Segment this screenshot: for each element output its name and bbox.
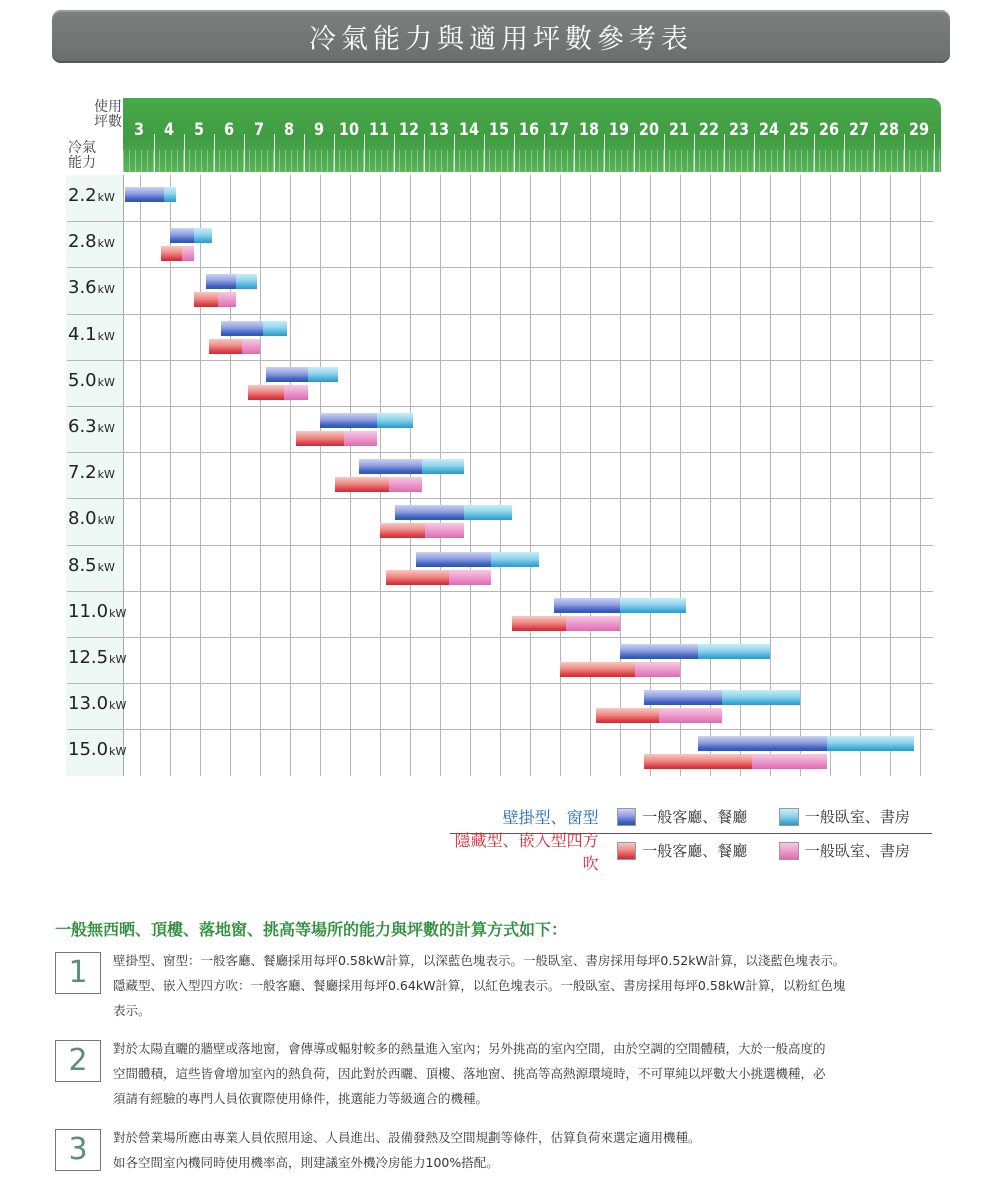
grid-vline	[260, 175, 261, 776]
bar-segment-living	[416, 552, 491, 567]
grid-vline	[890, 175, 891, 776]
bar-segment-bedroom	[491, 552, 539, 567]
ruler-major-tick	[724, 134, 725, 172]
bar-segment-bedroom	[635, 662, 680, 677]
bar-segment-bedroom	[263, 321, 287, 336]
bar-segment-living	[335, 477, 389, 492]
x-tick-label: 12	[398, 120, 420, 140]
chart-grid	[123, 175, 933, 776]
grid-hline	[67, 729, 933, 730]
bar-segment-living	[380, 523, 425, 538]
x-tick-label: 16	[518, 120, 540, 140]
bar-segment-bedroom	[389, 477, 422, 492]
ruler-major-tick	[154, 134, 155, 172]
bar-hidden-type	[560, 662, 680, 677]
grid-vline	[800, 175, 801, 776]
y-tick-label: 8.5kW	[68, 554, 115, 576]
bar-segment-living	[248, 385, 284, 400]
bar-hidden-type	[644, 754, 827, 769]
y-tick-label: 2.8kW	[68, 231, 115, 253]
grid-hline	[67, 267, 933, 268]
ruler-minor-ticks	[123, 150, 941, 172]
ruler-major-tick	[364, 134, 365, 172]
x-tick-label: 26	[818, 120, 840, 140]
y-tick-label: 7.2kW	[68, 462, 115, 484]
bar-segment-living	[512, 616, 566, 631]
note-text	[113, 1125, 943, 1175]
bar-segment-living	[596, 708, 659, 723]
bar-segment-bedroom	[464, 505, 512, 520]
x-tick-label: 4	[163, 120, 175, 140]
bar-hidden-type	[161, 246, 194, 261]
grid-vline	[320, 175, 321, 776]
grid-vline	[230, 175, 231, 776]
note-text	[113, 1036, 943, 1111]
x-tick-label: 7	[253, 120, 265, 140]
bar-segment-living	[266, 367, 308, 382]
grid-hline	[67, 406, 933, 407]
y-tick-label: 5.0kW	[68, 369, 115, 391]
ruler-major-tick	[514, 134, 515, 172]
grid-hline	[67, 452, 933, 453]
grid-hline	[67, 637, 933, 638]
ruler-major-tick	[844, 134, 845, 172]
bar-segment-living	[560, 662, 635, 677]
ruler-major-tick	[754, 134, 755, 172]
bar-segment-bedroom	[566, 616, 620, 631]
grid-vline	[170, 175, 171, 776]
grid-hline	[67, 498, 933, 499]
bar-wall-type	[416, 552, 539, 567]
y-tick-label: 2.2kW	[68, 185, 115, 206]
grid-vline	[530, 175, 531, 776]
ruler-major-tick	[664, 134, 665, 172]
grid-vline	[680, 175, 681, 776]
legend-group-hidden: 隱藏型、嵌入型四方吹	[454, 830, 599, 873]
bar-segment-living	[620, 644, 698, 659]
legend-label-living: 一般客廳、餐廳	[642, 808, 748, 826]
bar-segment-living	[644, 690, 722, 705]
y-tick-label: 12.5kW	[68, 647, 127, 668]
ruler-major-tick	[934, 134, 935, 172]
grid-vline	[620, 175, 621, 776]
bar-wall-type	[125, 187, 176, 202]
bar-wall-type	[320, 413, 413, 428]
x-axis-title	[86, 100, 122, 130]
legend-swatch-light-blue	[779, 808, 799, 826]
bar-segment-bedroom	[422, 459, 464, 474]
grid-vline	[140, 175, 141, 776]
bar-hidden-type	[335, 477, 422, 492]
ruler-major-tick	[334, 134, 335, 172]
y-tick-label: 4.1kW	[68, 323, 115, 345]
ruler-major-tick	[784, 134, 785, 172]
bar-wall-type	[644, 690, 800, 705]
x-axis-title-line: 坪數	[94, 114, 122, 130]
ruler-major-tick	[274, 134, 275, 172]
x-tick-label: 18	[578, 120, 600, 140]
bar-segment-bedroom	[827, 736, 914, 751]
bar-wall-type	[359, 459, 464, 474]
bar-segment-living	[386, 570, 449, 585]
bar-wall-type	[206, 274, 257, 289]
bar-hidden-type	[512, 616, 620, 631]
bar-wall-type	[266, 367, 338, 382]
legend-label-living: 一般客廳、餐廳	[642, 842, 748, 860]
note-text	[113, 948, 943, 1023]
legend-label-bedroom: 一般臥室、書房	[804, 808, 910, 826]
page-title: 冷氣能力與適用坪數參考表	[309, 24, 693, 55]
note-line: 如各空間室內機同時使用機率高，則建議室外機冷房能力100%搭配。	[113, 1155, 499, 1170]
bar-segment-living	[209, 339, 242, 354]
grid-vline	[590, 175, 591, 776]
bar-segment-bedroom	[425, 523, 464, 538]
bar-hidden-type	[296, 431, 377, 446]
note-line: 對於太陽直曬的牆壁或落地窗，會傳導或輻射較多的熱量進入室內；另外挑高的室內空間，由於空調的空間體積，大於一般高度的	[113, 1041, 826, 1056]
bar-hidden-type	[248, 385, 308, 400]
bar-hidden-type	[194, 292, 236, 307]
note-line: 須請有經驗的專門人員依實際使用條件，挑選能力等級適合的機種。	[113, 1091, 489, 1106]
legend-group-wall: 壁掛型、窗型	[502, 808, 599, 827]
x-tick-label: 19	[608, 120, 630, 140]
x-tick-label: 15	[488, 120, 510, 140]
y-axis-title	[68, 141, 108, 171]
grid-vline	[440, 175, 441, 776]
grid-vline	[740, 175, 741, 776]
grid-vline	[560, 175, 561, 776]
bar-segment-living	[320, 413, 377, 428]
bar-segment-bedroom	[344, 431, 377, 446]
grid-vline	[710, 175, 711, 776]
ruler-major-tick	[454, 134, 455, 172]
bar-segment-living	[359, 459, 422, 474]
x-tick-label: 5	[193, 120, 205, 140]
x-tick-label: 11	[368, 120, 390, 140]
bar-hidden-type	[209, 339, 260, 354]
note-line: 壁掛型、窗型：一般客廳、餐廳採用每坪0.58kW計算，以深藍色塊表示。一般臥室、書房採用每坪0.52kW計算，以淺藍色塊表示。	[113, 953, 846, 968]
bar-segment-bedroom	[236, 274, 257, 289]
x-tick-label: 3	[133, 120, 145, 140]
x-tick-label: 14	[458, 120, 480, 140]
ruler-major-tick	[814, 134, 815, 172]
x-tick-label: 17	[548, 120, 570, 140]
ruler-major-tick	[604, 134, 605, 172]
legend-swatch-red	[617, 842, 637, 860]
y-tick-label: 3.6kW	[68, 277, 115, 299]
ruler-major-tick	[874, 134, 875, 172]
legend-swatch-dark-blue	[617, 808, 637, 826]
bar-wall-type	[221, 321, 287, 336]
x-tick-label: 9	[313, 120, 325, 140]
bar-wall-type	[395, 505, 512, 520]
grid-hline	[67, 221, 933, 222]
bar-segment-living	[221, 321, 263, 336]
x-axis-title-line: 使用	[94, 99, 122, 115]
grid-vline	[650, 175, 651, 776]
bar-segment-living	[161, 246, 182, 261]
grid-vline	[500, 175, 501, 776]
x-tick-label: 10	[338, 120, 360, 140]
note-line: 表示。	[113, 1003, 151, 1018]
ruler-major-tick	[304, 134, 305, 172]
bar-segment-bedroom	[164, 187, 176, 202]
ruler-major-tick	[634, 134, 635, 172]
bar-segment-bedroom	[620, 598, 686, 613]
grid-vline	[410, 175, 411, 776]
grid-hline	[67, 683, 933, 684]
bar-segment-living	[554, 598, 620, 613]
bar-segment-living	[395, 505, 464, 520]
x-tick-label: 23	[728, 120, 750, 140]
x-tick-label: 8	[283, 120, 295, 140]
x-tick-label: 22	[698, 120, 720, 140]
grid-vline	[290, 175, 291, 776]
ruler-major-tick	[184, 134, 185, 172]
y-tick-label: 13.0kW	[68, 693, 127, 715]
note-line: 對於營業場所應由專業人員依照用途、人員進出、設備發熱及空間規劃等條件，估算負荷來選定適用機種。	[113, 1130, 701, 1145]
ruler-major-tick	[394, 134, 395, 172]
x-tick-label: 6	[223, 120, 235, 140]
ruler-major-tick	[694, 134, 695, 172]
bar-segment-living	[125, 187, 164, 202]
bar-segment-living	[194, 292, 218, 307]
ruler-major-tick	[424, 134, 425, 172]
x-tick-label: 20	[638, 120, 660, 140]
y-axis-title-line: 能力	[68, 155, 96, 171]
grid-hline	[67, 545, 933, 546]
x-tick-label: 24	[758, 120, 780, 140]
ruler-major-tick	[244, 134, 245, 172]
y-tick-label: 6.3kW	[68, 416, 115, 437]
bar-segment-bedroom	[722, 690, 800, 705]
bar-hidden-type	[380, 523, 464, 538]
grid-vline	[830, 175, 831, 776]
x-tick-label: 27	[848, 120, 870, 140]
note-line: 隱藏型、嵌入型四方吹：一般客廳、餐廳採用每坪0.64kW計算，以紅色塊表示。一般臥室、書房採用每坪0.58kW計算，以粉紅色塊	[113, 978, 846, 993]
bar-segment-bedroom	[182, 246, 194, 261]
x-tick-label: 25	[788, 120, 810, 140]
grid-hline	[67, 360, 933, 361]
bar-segment-bedroom	[308, 367, 338, 382]
bar-hidden-type	[386, 570, 491, 585]
notes-heading: 一般無西晒、頂樓、落地窗、挑高等場所的能力與坪數的計算方式如下：	[55, 920, 568, 939]
grid-vline	[770, 175, 771, 776]
ruler-major-tick	[484, 134, 485, 172]
note-number: 2	[55, 1040, 101, 1082]
bar-segment-bedroom	[284, 385, 308, 400]
bar-segment-bedroom	[242, 339, 260, 354]
grid-vline	[470, 175, 471, 776]
bar-wall-type	[554, 598, 686, 613]
y-tick-label: 15.0kW	[68, 739, 127, 761]
bar-segment-bedroom	[194, 228, 212, 243]
note-number: 1	[55, 952, 101, 994]
ruler-major-tick	[574, 134, 575, 172]
bar-segment-bedroom	[752, 754, 827, 769]
ruler-major-tick	[214, 134, 215, 172]
legend-row-hidden	[450, 830, 932, 873]
bar-segment-bedroom	[659, 708, 722, 723]
bar-segment-living	[206, 274, 236, 289]
bar-segment-living	[644, 754, 752, 769]
x-tick-label: 21	[668, 120, 690, 140]
bar-wall-type	[170, 228, 212, 243]
grid-vline	[200, 175, 201, 776]
grid-vline	[860, 175, 861, 776]
bar-segment-bedroom	[218, 292, 236, 307]
ruler-major-tick	[544, 134, 545, 172]
x-tick-label: 13	[428, 120, 450, 140]
bar-wall-type	[620, 644, 770, 659]
bar-segment-bedroom	[377, 413, 413, 428]
note-line: 空間體積，這些皆會增加室內的熱負荷，因此對於西曬、頂樓、落地窗、挑高等高熱源環境時，不可單純以坪數大小挑選機種，必	[113, 1066, 826, 1081]
legend-swatch-pink	[779, 842, 799, 860]
note-number: 3	[55, 1129, 101, 1171]
grid-vline	[380, 175, 381, 776]
bar-segment-bedroom	[449, 570, 491, 585]
grid-vline	[920, 175, 921, 776]
legend-label-bedroom: 一般臥室、書房	[804, 842, 910, 860]
y-tick-label: 11.0kW	[68, 600, 127, 622]
ruler-major-tick	[904, 134, 905, 172]
bar-wall-type	[698, 736, 914, 751]
grid-hline	[67, 591, 933, 592]
bar-segment-living	[698, 736, 827, 751]
bar-segment-living	[296, 431, 344, 446]
grid-hline	[67, 314, 933, 315]
bar-segment-living	[170, 228, 194, 243]
ping-ruler	[123, 98, 941, 172]
x-tick-label: 28	[878, 120, 900, 140]
legend	[450, 800, 932, 873]
grid-vline	[350, 175, 351, 776]
bar-segment-bedroom	[698, 644, 770, 659]
y-axis-title-line: 冷氣	[68, 140, 96, 156]
y-tick-label: 8.0kW	[68, 508, 115, 530]
x-tick-label: 29	[908, 120, 930, 140]
bar-hidden-type	[596, 708, 722, 723]
